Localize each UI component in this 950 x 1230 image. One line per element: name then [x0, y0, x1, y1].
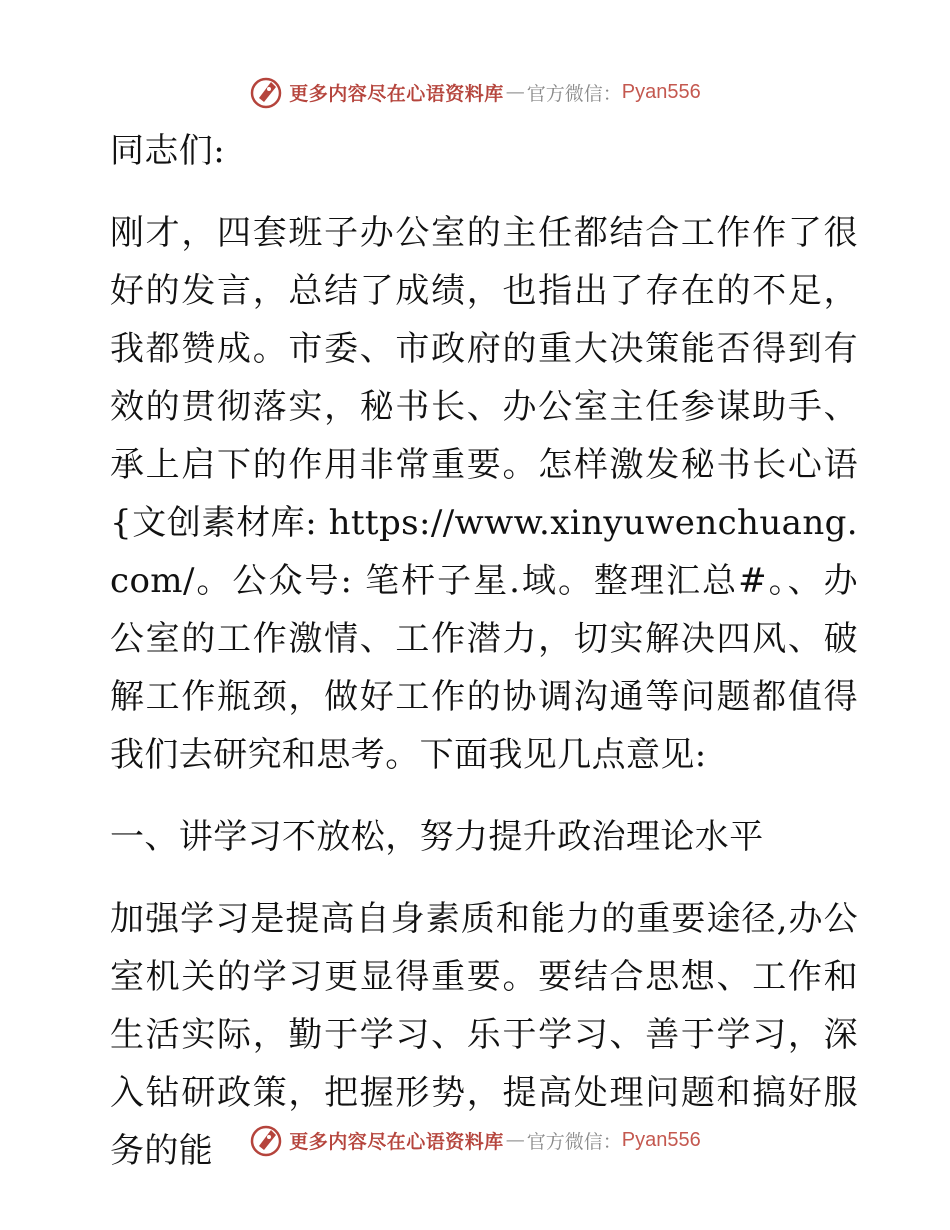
pen-nib-circle-icon — [249, 1122, 285, 1158]
watermark-text: 更多内容尽在心语资料库 — [289, 1130, 504, 1153]
watermark-label: 官方微信： — [526, 1130, 622, 1153]
watermark-account: Pyan556 — [621, 1128, 701, 1151]
section-heading-1: 一、讲学习不放松，努力提升政治理论水平 — [110, 817, 764, 857]
watermark-account: Pyan556 — [621, 80, 701, 103]
watermark-text: 更多内容尽在心语资料库 — [289, 82, 504, 105]
footer-watermark — [0, 1120, 950, 1160]
header-watermark — [0, 72, 950, 112]
document-body — [98, 118, 858, 1180]
greeting: 同志们: — [110, 131, 226, 171]
watermark-dash: — — [505, 81, 525, 103]
watermark-label: 官方微信： — [526, 82, 622, 105]
section-1-paragraph: 加强学习是提高自身素质和能力的重要途径,办公室机关的学习更显得重要。要结合思想、工作和生活实际，勤于学习、乐于学习、善于学习，深入钻研政策，把握形势，提高处理问题和搞好服务的能 — [110, 899, 858, 1171]
intro-paragraph: 刚才，四套班子办公室的主任都结合工作作了很好的发言，总结了成绩，也指出了存在的不足，我都赞成。市委、市政府的重大决策能否得到有效的贯彻落实，秘书长、办公室主任参谋助手、承上启下的作用非常重要。怎样激发秘书长心语{文创素材库: https://www.xinyuwenchuang.com/。公众号: 笔杆子星.域。整理汇总#。、办公室的工作激情、工作潜力，切实解决四风、破解工作瓶颈，做好工作的协调沟通等问题都值得我们去研究和思考。下面我见几点意见: — [110, 213, 858, 775]
pen-nib-circle-icon — [249, 74, 285, 110]
watermark-dash: — — [505, 1129, 525, 1151]
